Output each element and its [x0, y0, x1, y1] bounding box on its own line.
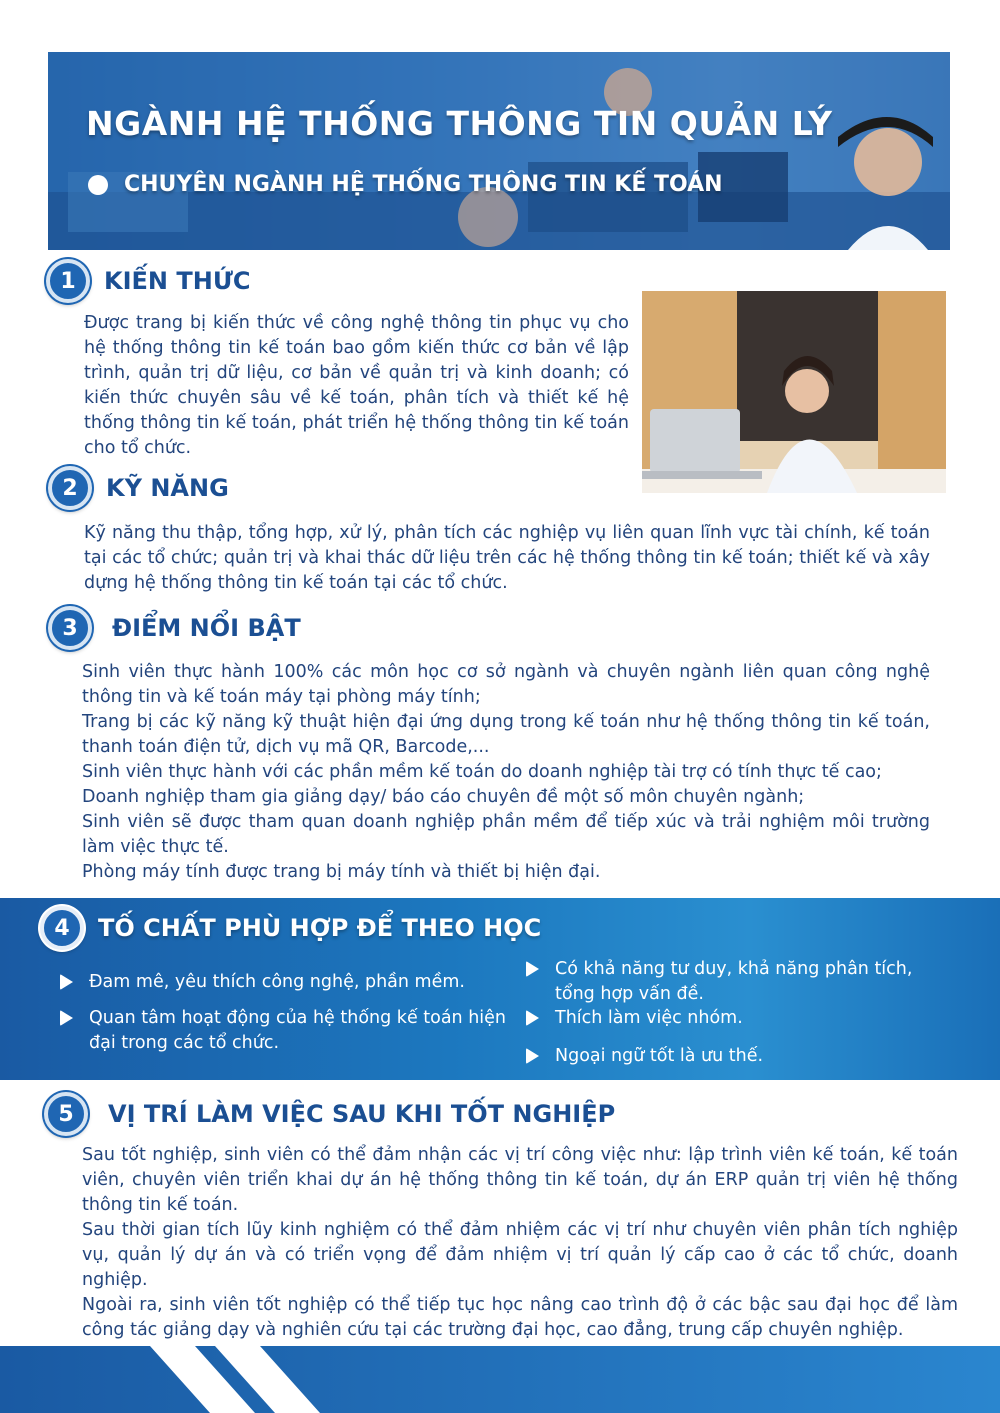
- section-2-title: KỸ NĂNG: [106, 474, 229, 502]
- number-badge-icon: 1: [46, 259, 90, 303]
- section-4-heading: [40, 906, 541, 950]
- section-4-title: TỐ CHẤT PHÙ HỢP ĐỂ THEO HỌC: [98, 914, 542, 942]
- number-badge-icon: 2: [48, 466, 92, 510]
- student-laptop-photo: [642, 291, 946, 493]
- classroom-photo: [48, 52, 950, 250]
- section-3-text: Sinh viên thực hành 100% các môn học cơ sở ngành và chuyên ngành liên quan công nghệ thông tin và kế toán máy tại phòng máy tính; Trang bị các kỹ năng kỹ thuật hiện đại ứng dụng trong kế toán như hệ thống thông tin kế toán, thanh toán điện tử, dịch vụ mã QR, Barcode,... Sinh viên thực hành với các phần mềm kế toán do doanh nghiệp tài trợ có tính thực tế cao; Doanh nghiệp tham gia giảng dạy/ báo cáo chuyên đề một số môn chuyên ngành; Sinh viên sẽ được tham quan doanh nghiệp phần mềm để tiếp xúc và trải nghiệm môi trường làm việc thực tế. Phòng máy tính được trang bị máy tính và thiết bị hiện đại.: [82, 662, 930, 882]
- triangle-bullet-icon: [526, 1010, 539, 1026]
- list-item: Đam mê, yêu thích công nghệ, phần mềm.: [60, 970, 510, 995]
- triangle-bullet-icon: [60, 974, 73, 990]
- footer-stripes: [0, 1346, 1000, 1413]
- section-1-title: KIẾN THỨC: [104, 267, 251, 295]
- section-5-heading: [44, 1092, 615, 1136]
- section-1-text: Được trang bị kiến thức về công nghệ thông tin phục vụ cho hệ thống thông tin kế toán bao gồm kiến thức cơ bản về lập trình, quản trị dữ liệu, cơ bản về quản trị và kinh doanh; có kiến thức chuyên sâu về kế toán, phân tích và thiết kế hệ thống thông tin kế toán, phát triển hệ thống thông tin kế toán cho tổ chức.: [84, 313, 629, 458]
- number-badge-icon: 5: [44, 1092, 88, 1136]
- section-5-title: VỊ TRÍ LÀM VIỆC SAU KHI TỐT NGHIỆP: [108, 1100, 616, 1128]
- number-badge-icon: 3: [48, 606, 92, 650]
- triangle-bullet-icon: [60, 1010, 73, 1026]
- list-item: Quan tâm hoạt động của hệ thống kế toán hiện đại trong các tổ chức.: [60, 1006, 510, 1056]
- list-item: Có khả năng tư duy, khả năng phân tích, tổng hợp vấn đề.: [526, 957, 956, 1007]
- section-2-text: Kỹ năng thu thập, tổng hợp, xử lý, phân tích các nghiệp vụ liên quan lĩnh vực tài chính, kế toán tại các tổ chức; quản trị và khai thác dữ liệu trên các hệ thống thông tin kế toán; thiết kế và xây dựng hệ thống thông tin kế toán tại các tổ chức.: [84, 523, 930, 593]
- section-5-text: Sau tốt nghiệp, sinh viên có thể đảm nhận các vị trí công việc như: lập trình viên kế toán, kế toán viên, chuyên viên triển khai dự án hệ thống thông tin kế toán, dự án ERP quản trị viên hệ thống thông tin kế toán. Sau thời gian tích lũy kinh nghiệm có thể đảm nhiệm các vị trí như chuyên viên phân tích nghiệp vụ, quản lý dự án và có triển vọng để đảm nhiệm vị trí quản lý cấp cao ở các tổ chức, doanh nghiệp. Ngoài ra, sinh viên tốt nghiệp có thể tiếp tục học nâng cao trình độ ở các bậc sau đại học để làm công tác giảng dạy và nghiên cứu tại các trường đại học, cao đẳng, trung cấp chuyên nghiệp.: [82, 1145, 958, 1340]
- section-1-heading: [46, 259, 250, 303]
- section-3-heading: [48, 606, 301, 650]
- bullet-dot-icon: [88, 175, 108, 195]
- list-item: Thích làm việc nhóm.: [526, 1006, 956, 1031]
- triangle-bullet-icon: [526, 961, 539, 977]
- page-title: NGÀNH HỆ THỐNG THÔNG TIN QUẢN LÝ: [86, 104, 833, 143]
- section-4-band: [0, 898, 1000, 1080]
- section-2-heading: [48, 466, 229, 510]
- section-3-title: ĐIỂM NỔI BẬT: [112, 614, 301, 642]
- number-badge-icon: 4: [40, 906, 84, 950]
- list-item: Ngoại ngữ tốt là ưu thế.: [526, 1044, 956, 1069]
- header-banner: [48, 52, 950, 250]
- subtitle-row: [88, 172, 723, 197]
- triangle-bullet-icon: [526, 1048, 539, 1064]
- page-subtitle: CHUYÊN NGÀNH HỆ THỐNG THÔNG TIN KẾ TOÁN: [124, 172, 723, 197]
